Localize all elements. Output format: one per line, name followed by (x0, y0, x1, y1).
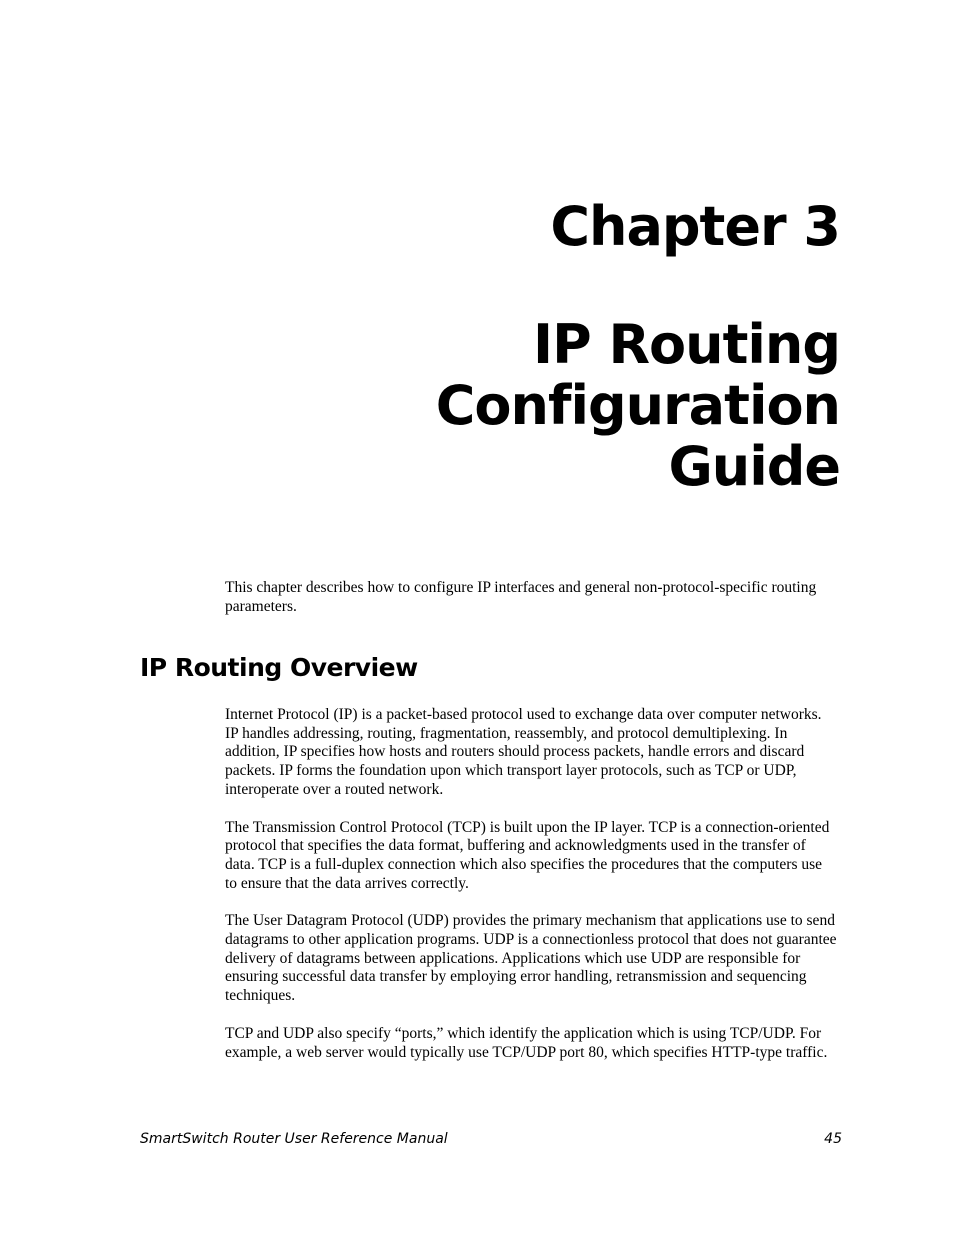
section-body (225, 706, 837, 1081)
section-heading: IP Routing Overview (140, 653, 418, 682)
footer-manual-title: SmartSwitch Router User Reference Manual (140, 1131, 448, 1147)
chapter-title (340, 314, 840, 497)
chapter-title-line: Guide (668, 435, 840, 498)
chapter-title-line: IP Routing (532, 313, 840, 376)
body-paragraph: TCP and UDP also specify “ports,” which identify the application which is using TCP/UDP. For example, a web server would typically use TCP/UDP port 80, which specifies HTTP-type traffic. (225, 1024, 828, 1061)
chapter-number-heading: Chapter 3 (550, 195, 840, 258)
body-paragraph: Internet Protocol (IP) is a packet-based protocol used to exchange data over computer networks. IP handles addressing, routing, fragmentation, reassembly, and protocol demultiplexing. In addition, IP specifies how hosts and routers should process packets, handle errors and discard packets. IP forms the foundation upon which transport layer protocols, such as TCP or UDP, interoperate over a routed network. (225, 706, 822, 798)
body-paragraph: The Transmission Control Protocol (TCP) is built upon the IP layer. TCP is a connection-oriented protocol that specifies the data format, buffering and acknowledgments used in the transfer of data. TCP is a full-duplex connection which also specifies the procedures that the computers use to ensure that the data arrives correctly. (225, 818, 830, 892)
chapter-intro-paragraph: This chapter describes how to configure IP interfaces and general non-protocol-specific routing parameters. (225, 579, 817, 615)
chapter-title-line: Configuration (435, 374, 840, 437)
page-footer (140, 1130, 842, 1148)
footer-page-number: 45 (824, 1131, 842, 1147)
body-paragraph: The User Datagram Protocol (UDP) provides the primary mechanism that applications use to send datagrams to other application programs. UDP is a connectionless protocol that does not guarantee delivery of datagrams between applications. Applications which use UDP are responsible for ensuring successful data transfer by employing error handling, retransmission and sequencing techniques. (225, 912, 837, 1005)
